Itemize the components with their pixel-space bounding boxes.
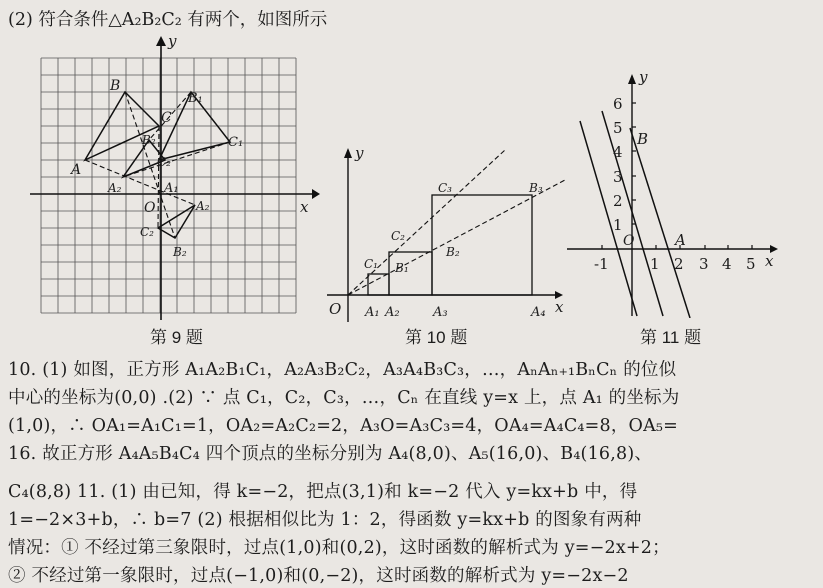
fig11-lines xyxy=(580,111,690,318)
fig11-ytick-3: 3 xyxy=(613,168,623,186)
fig9-label-C1: C₁ xyxy=(228,135,244,150)
fig10-label-A2: A₂ xyxy=(385,305,400,320)
fig9-label-C: C xyxy=(161,110,172,126)
body-line-7: 情况：① 不经过第三象限时，过点(1,0)和(0,2)，这时函数的解析式为 y=−2x+2； xyxy=(8,538,670,558)
fig11-xtick-1: 1 xyxy=(650,255,660,273)
fig11-label-y: y xyxy=(639,68,648,86)
fig10-label-origin: O xyxy=(329,300,342,318)
figure-10 xyxy=(315,140,575,325)
fig9-label-y: y xyxy=(168,32,177,50)
fig11-label-x: x xyxy=(765,252,774,270)
fig10-label-A3: A₃ xyxy=(433,305,448,320)
fig11-ytick-2: 2 xyxy=(613,192,623,210)
fig9-label-B: B xyxy=(110,78,121,94)
fig11-ticks xyxy=(602,103,752,249)
triangle-a2b2c2-lower xyxy=(158,205,195,238)
fig11-y-arrow xyxy=(628,74,636,84)
fig10-label-A4: A₄ xyxy=(531,305,546,320)
fig11-xtick-4: 4 xyxy=(722,255,732,273)
fig10-label-B1: B₁ xyxy=(395,261,409,275)
fig10-label-C2: C₂ xyxy=(391,229,405,243)
fig11-ytick-5: 5 xyxy=(613,119,623,137)
fig10-label-C1: C₁ xyxy=(364,257,378,271)
fig9-label-B1: B₁ xyxy=(188,91,203,106)
fig10-label-B3: B₃ xyxy=(529,181,543,195)
fig9-label-C2-lower: C₂ xyxy=(140,225,154,239)
fig10-y-arrow xyxy=(344,148,352,158)
fig11-label-A: A xyxy=(675,231,686,249)
caption-fig-11: 第 11 题 xyxy=(640,328,702,347)
fig10-label-y: y xyxy=(355,144,364,162)
fig10-label-A1: A₁ xyxy=(365,305,380,320)
fig11-label-B: B xyxy=(637,130,649,148)
fig9-y-arrow xyxy=(156,36,166,46)
fig11-ytick-1: 1 xyxy=(613,216,623,234)
figure-11 xyxy=(565,66,815,318)
fig11-ytick-4: 4 xyxy=(613,143,623,161)
header-text: (2) 符合条件△A₂B₂C₂ 有两个，如图所示 xyxy=(8,10,328,30)
fig11-label-origin: O xyxy=(623,233,635,249)
figure-9 xyxy=(30,30,320,320)
square-1 xyxy=(368,274,389,295)
body-line-8: ② 不经过第一象限时，过点(−1,0)和(0,−2)，这时函数的解析式为 y=−2x−2 xyxy=(8,566,629,586)
body-line-6: 1=−2×3+b，∴ b=7 (2) 根据相似比为 1：2，得函数 y=kx+b 的图象有两种 xyxy=(8,510,642,530)
body-line-1: 10. (1) 如图，正方形 A₁A₂B₁C₁，A₂A₃B₂C₂，A₃A₄B₃C₃，…，AₙAₙ₊₁BₙCₙ 的位似 xyxy=(8,360,677,380)
fig9-label-origin: O xyxy=(144,200,156,216)
fig9-label-A: A xyxy=(71,162,82,178)
fig9-label-B2-upper: B₂ xyxy=(142,133,156,147)
body-line-4: 16. 故正方形 A₄A₅B₄C₄ 四个顶点的坐标分别为 A₄(8,0)、A₅(16,0)、B₄(16,8)、 xyxy=(8,444,653,464)
fig9-label-C2-upper: C₂ xyxy=(157,155,171,169)
fig9-label-A1: A₁ xyxy=(164,181,179,196)
body-line-3: (1,0)，∴ OA₁=A₁C₁=1，OA₂=A₂C₂=2，A₃O=A₃C₃=4，OA₄=A₄C₄=8，OA₅= xyxy=(8,416,678,436)
body-line-2: 中心的坐标为(0,0) .(2) ∵ 点 C₁，C₂，C₃，…，Cₙ 在直线 y=x 上，点 A₁ 的坐标为 xyxy=(8,388,680,408)
fig9-label-A2-upper: A₂ xyxy=(108,181,122,195)
fig10-label-C3: C₃ xyxy=(438,181,452,195)
fig10-label-x: x xyxy=(555,298,564,316)
body-line-5: C₄(8,8) 11. (1) 由已知，得 k=−2，把点(3,1)和 k=−2 代入 y=kx+b 中，得 xyxy=(8,482,638,502)
fig11-ytick-6: 6 xyxy=(613,95,623,113)
fig11-xtick-m1: -1 xyxy=(594,255,609,273)
fig11-xtick-2: 2 xyxy=(674,255,684,273)
fig9-label-B2-lower: B₂ xyxy=(173,245,187,259)
caption-fig-10: 第 10 题 xyxy=(405,328,468,347)
fig10-label-B2: B₂ xyxy=(446,245,460,259)
caption-fig-9: 第 9 题 xyxy=(150,328,203,347)
fig9-label-x: x xyxy=(300,198,309,216)
fig9-label-A2-lower: A₂ xyxy=(196,199,210,213)
fig11-xtick-3: 3 xyxy=(699,255,709,273)
fig11-xtick-5: 5 xyxy=(746,255,756,273)
